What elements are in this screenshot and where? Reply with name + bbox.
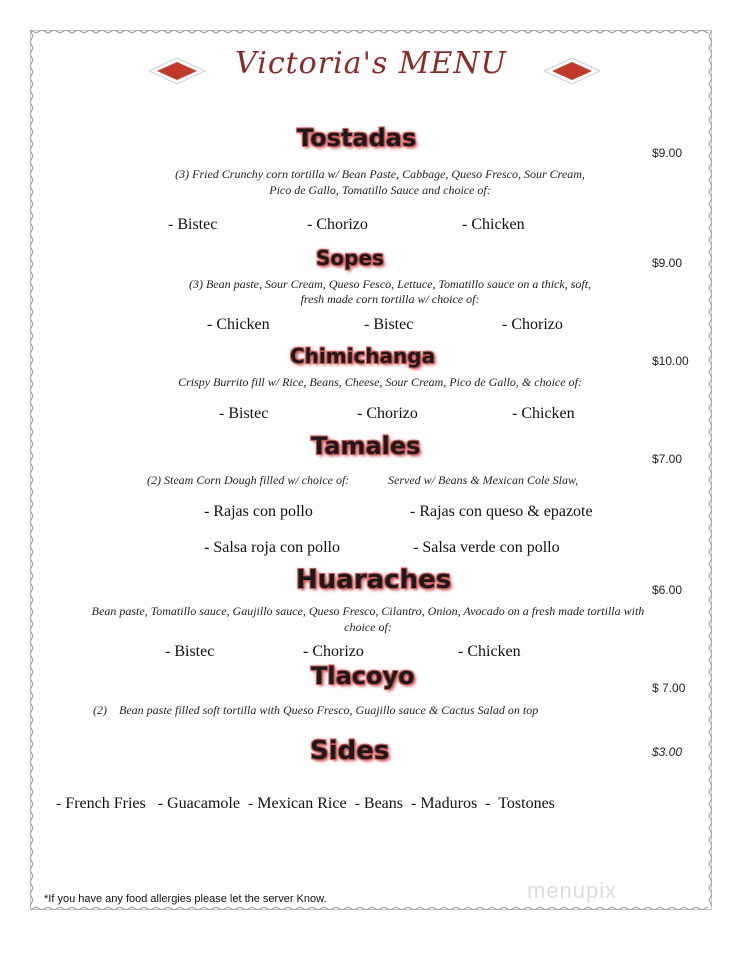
chimichanga-price: $10.00 [652,354,689,368]
zigzag-border [30,30,712,910]
sides-heading: Sides [310,736,390,766]
tamales-desc-left: (2) Steam Corn Dough filled w/ choice of: [147,473,350,487]
tostadas-desc-line2: Pico de Gallo, Tomatillo Sauce and choice of: [269,183,491,197]
menupix-watermark: menupix [527,878,618,903]
tostadas-option-bistec: - Bistec [168,216,218,233]
tlacoyo-price: $ 7.00 [652,681,686,695]
tamales-option-rajas-pollo: - Rajas con pollo [204,503,313,520]
tostadas-desc-line1: (3) Fried Crunchy corn tortilla w/ Bean Paste, Cabbage, Queso Fresco, Sour Cream, [175,167,585,181]
tostadas-option-chorizo: - Chorizo [307,216,368,233]
tostadas-price: $9.00 [652,146,683,160]
sopes-option-bistec: - Bistec [364,316,414,333]
huaraches-heading: Huaraches [296,565,452,595]
sopes-option-chorizo: - Chorizo [502,316,563,333]
huaraches-option-bistec: - Bistec [165,643,215,660]
sides-items: - French Fries - Guacamole - Mexican Rice - Beans - Maduros - Tostones [56,795,555,812]
menu-title: Victoria's MENU [235,46,507,81]
huaraches-desc-line1: Bean paste, Tomatillo sauce, Gaujillo sauce, Queso Fresco, Cilantro, Onion, Avocado on a fresh made tortilla with [91,604,645,618]
huaraches-option-chicken: - Chicken [458,643,521,660]
tamales-heading: Tamales [311,432,421,460]
chimichanga-option-bistec: - Bistec [219,405,269,422]
tostadas-option-chicken: - Chicken [462,216,525,233]
sopes-desc-line2: fresh made corn tortilla w/ choice of: [300,292,480,306]
sopes-heading: Sopes [316,246,384,270]
tlacoyo-desc: (2) Bean paste filled soft tortilla with Queso Fresco, Guajillo sauce & Cactus Salad on top [93,703,539,717]
huaraches-desc-line2: choice of: [344,620,392,634]
allergy-note: *If you have any food allergies please let the server Know. [44,893,327,905]
tamales-option-rajas-queso: - Rajas con queso & epazote [410,503,593,520]
chimichanga-heading: Chimichanga [290,344,436,368]
tlacoyo-heading: Tlacoyo [311,662,415,690]
sopes-desc-line1: (3) Bean paste, Sour Cream, Queso Fesco, Lettuce, Tomatillo sauce on a thick, soft, [188,277,592,291]
chimichanga-option-chicken: - Chicken [512,405,575,422]
sopes-price: $9.00 [652,256,683,270]
tostadas-heading: Tostadas [297,124,417,152]
tamales-option-salsa-verde: - Salsa verde con pollo [413,539,560,556]
chimichanga-option-chorizo: - Chorizo [357,405,418,422]
tamales-option-salsa-roja: - Salsa roja con pollo [204,539,340,556]
huaraches-option-chorizo: - Chorizo [303,643,364,660]
sides-price: $3.00 [652,745,683,759]
tamales-price: $7.00 [652,452,683,466]
chimichanga-desc: Crispy Burrito fill w/ Rice, Beans, Cheese, Sour Cream, Pico de Gallo, & choice of: [178,375,582,389]
sopes-option-chicken: - Chicken [207,316,270,333]
tamales-desc-right: Served w/ Beans & Mexican Cole Slaw, [388,473,579,487]
huaraches-price: $6.00 [652,583,683,597]
